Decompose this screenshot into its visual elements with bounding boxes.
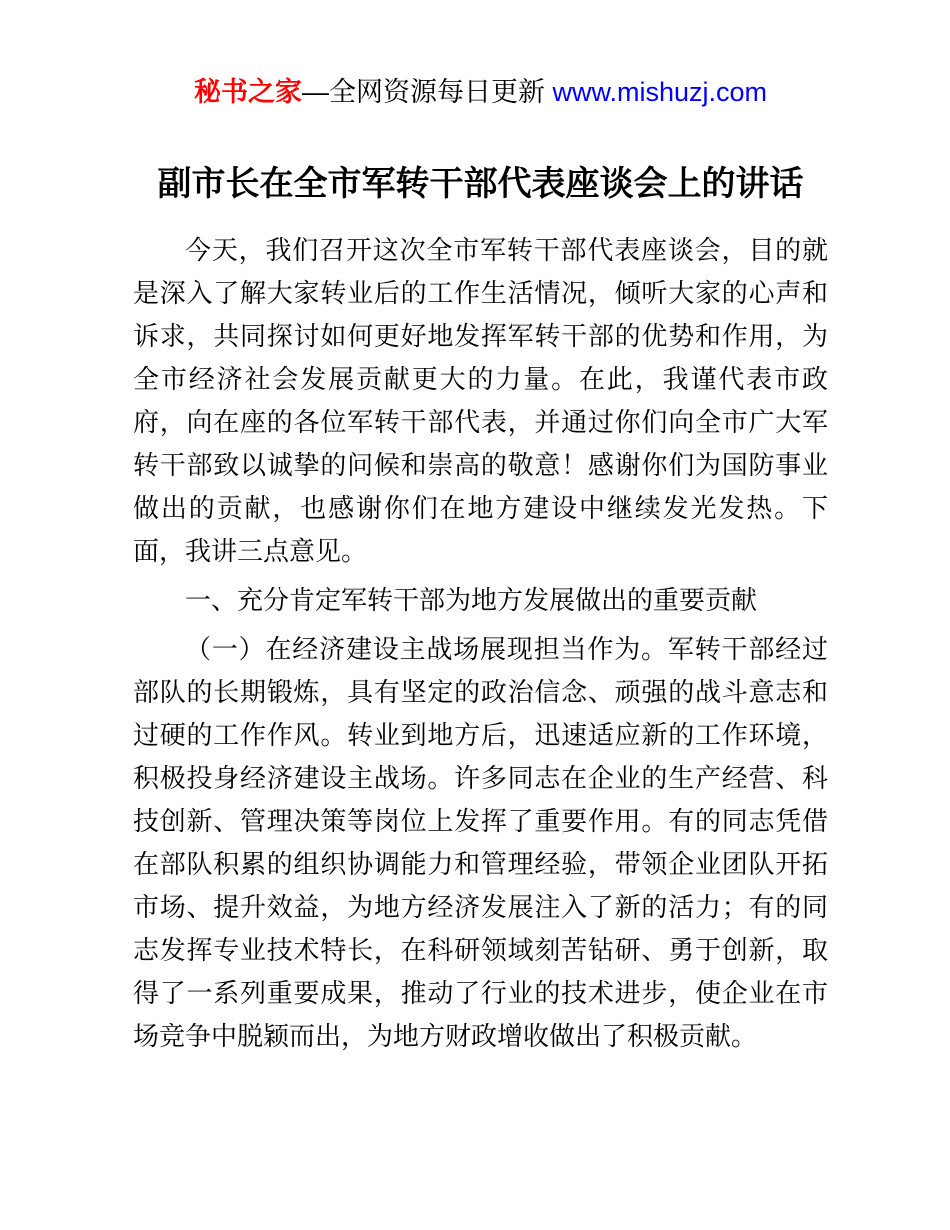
paragraph-section-1-1: （一）在经济建设主战场展现担当作为。军转干部经过部队的长期锻炼，具有坚定的政治信念、顽强的战斗意志和过硬的工作作风。转业到地方后，迅速适应新的工作环境，积极投身经济建设主战场。许多同志在企业的生产经营、科技创新、管理决策等岗位上发挥了重要作用。有的同志凭借在部队积累的组织协调能力和管理经验，带领企业团队开拓市场、提升效益，为地方经济发展注入了新的活力；有的同志发挥专业技术特长，在科研领域刻苦钻研、勇于创新，取得了一系列重要成果，推动了行业的技术进步，使企业在市场竞争中脱颖而出，为地方财政增收做出了积极贡献。 [133, 634, 828, 1051]
page-title: 副市长在全市军转干部代表座谈会上的讲话 [157, 165, 804, 203]
section-heading-1: 一、充分肯定军转干部为地方发展做出的重要贡献 [185, 585, 758, 615]
header-tagline: —全网资源每日更新 [301, 77, 553, 107]
document-content [0, 72, 950, 1058]
paragraph-intro: 今天，我们召开这次全市军转干部代表座谈会，目的就是深入了解大家转业后的工作生活情况，倾听大家的心声和诉求，共同探讨如何更好地发挥军转干部的优势和作用，为全市经济社会发展贡献更大的力量。在此，我谨代表市政府，向在座的各位军转干部代表，并通过你们向全市广大军转干部致以诚挚的问候和崇高的敬意！感谢你们为国防事业做出的贡献，也感谢你们在地方建设中继续发光发热。下面，我讲三点意见。 [133, 235, 828, 566]
site-url[interactable]: www.mishuzj.com [552, 77, 768, 107]
document-header [133, 72, 828, 112]
site-brand: 秘书之家 [193, 77, 302, 107]
